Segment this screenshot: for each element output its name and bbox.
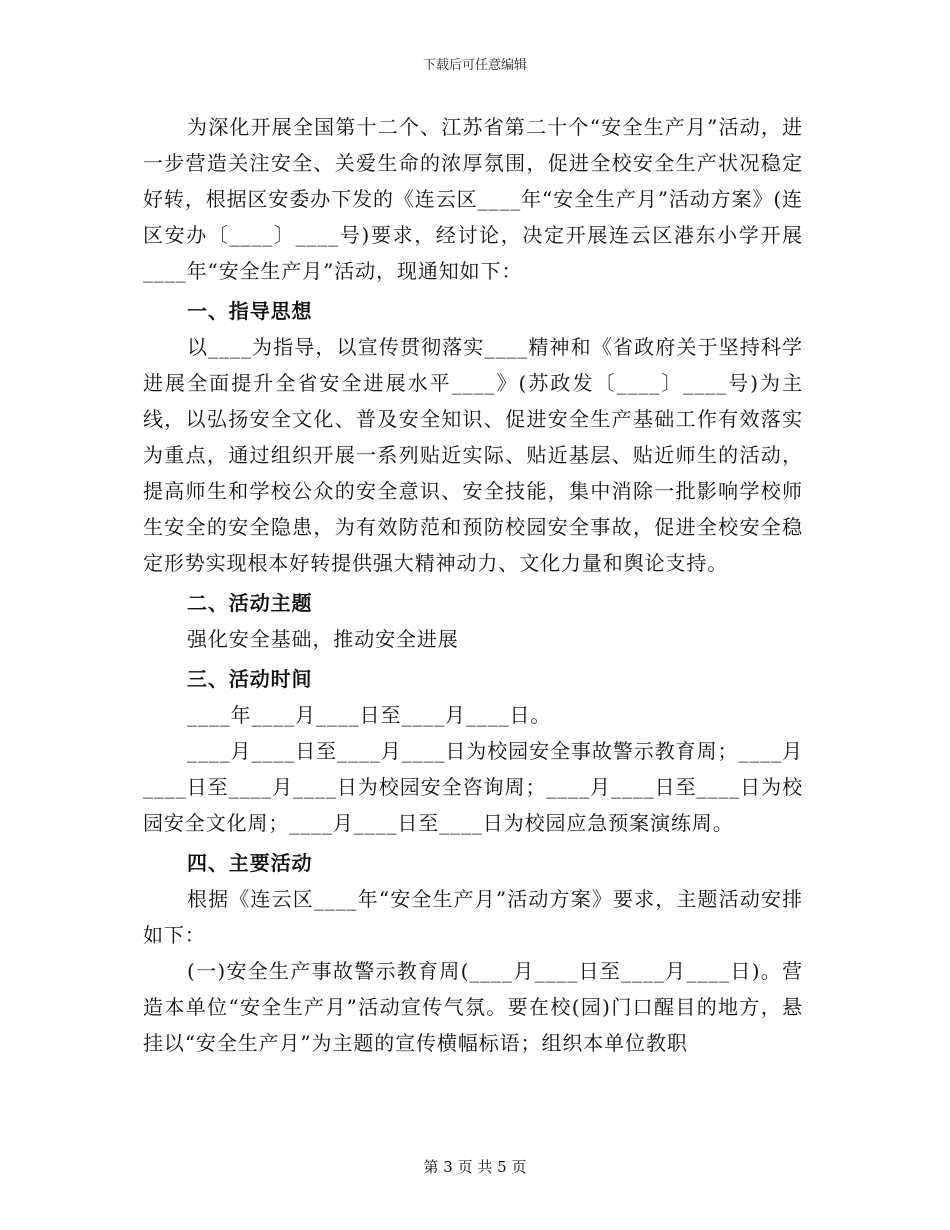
section-heading-activity-time: 三、活动时间 <box>187 667 313 691</box>
activity-weeks-paragraph: ____月____日至____月____日为校园安全事故警示教育周；____月____日至____月____日为校园安全咨询周；____月____日至____日为校园安全文化周；____月____日至____日为校园应急预案演练周。 <box>143 739 803 835</box>
warning-education-week-paragraph: (一)安全生产事故警示教育周(____月____日至____月____日)。营造本单位“安全生产月”活动宣传气氛。要在校(园)门口醒目的地方，悬挂以“安全生产月”为主题的宣传横幅标语；组织本单位教职 <box>143 959 803 1055</box>
section-heading-main-activities: 四、主要活动 <box>187 851 313 875</box>
page-footer: 第 3 页 共 5 页 <box>423 1158 527 1176</box>
page-header: 下载后可任意编辑 <box>422 58 527 73</box>
activity-time-paragraph: ____年____月____日至____月____日。 <box>187 703 552 727</box>
section-heading-guiding-ideology: 一、指导思想 <box>187 299 313 323</box>
activity-theme-paragraph: 强化安全基础，推动安全进展 <box>187 627 459 651</box>
main-activities-intro-paragraph: 根据《连云区____年“安全生产月”活动方案》要求，主题活动安排如下： <box>143 887 803 947</box>
document-body <box>143 109 803 1061</box>
section-heading-activity-theme: 二、活动主题 <box>187 591 313 615</box>
intro-paragraph: 为深化开展全国第十二个、江苏省第二十个“安全生产月”活动，进一步营造关注安全、关爱生命的浓厚氛围，促进全校安全生产状况稳定好转，根据区安委办下发的《连云区____年“安全生产月”活动方案》(连区安办〔____〕____号)要求，经讨论，决定开展连云区港东小学开展____年“安全生产月”活动，现通知如下： <box>143 115 803 283</box>
guiding-ideology-paragraph: 以____为指导，以宣传贯彻落实____精神和《省政府关于坚持科学进展全面提升全省安全进展水平____》(苏政发〔____〕____号)为主线，以弘扬安全文化、普及安全知识、促进安全生产基础工作有效落实为重点，通过组织开展一系列贴近实际、贴近基层、贴近师生的活动，提高师生和学校公众的安全意识、安全技能，集中消除一批影响学校师生安全的安全隐患，为有效防范和预防校园安全事故，促进全校安全稳定形势实现根本好转提供强大精神动力、文化力量和舆论支持。 <box>143 335 803 575</box>
